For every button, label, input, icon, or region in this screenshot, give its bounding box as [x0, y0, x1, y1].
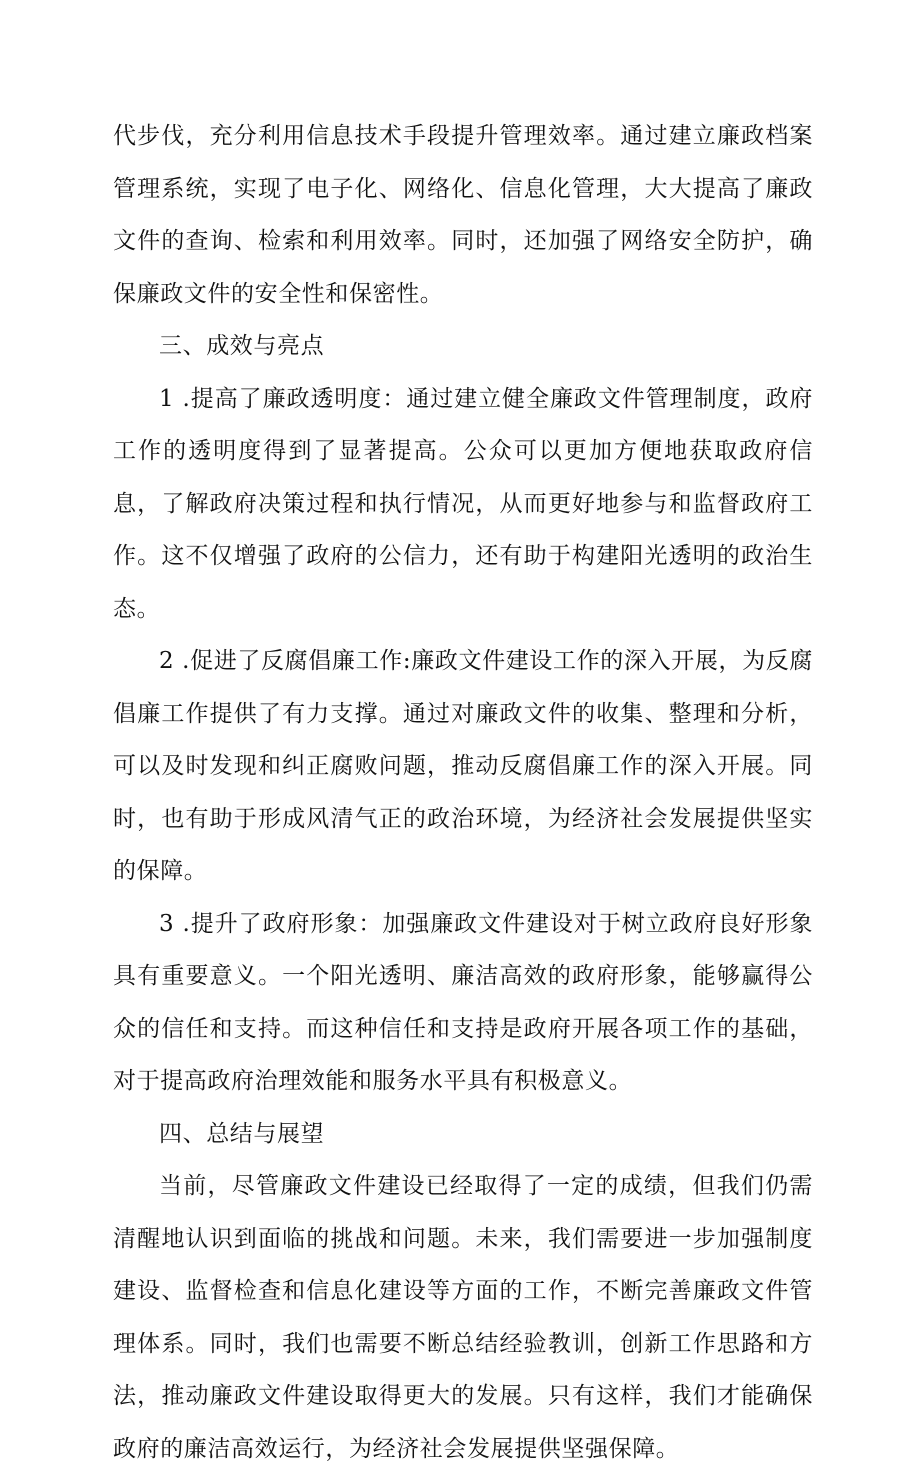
- paragraph-item-3: 3 .提升了政府形象：加强廉政文件建设对于树立政府良好形象具有重要意义。一个阳光透明、廉洁高效的政府形象，能够赢得公众的信任和支持。而这种信任和支持是政府开展各项工作的基础，对于提高政府治理效能和服务水平具有积极意义。: [113, 910, 813, 1094]
- section-heading-summary: 四、总结与展望: [159, 1120, 325, 1147]
- paragraph-item-2: 2 .促进了反腐倡廉工作:廉政文件建设工作的深入开展，为反腐倡廉工作提供了有力支撑。通过对廉政文件的收集、整理和分析，可以及时发现和纠正腐败问题，推动反腐倡廉工作的深入开展。同时，也有助于形成风清气正的政治环境，为经济社会发展提供坚实的保障。: [113, 648, 813, 884]
- paragraph-item-1: 1 .提高了廉政透明度：通过建立健全廉政文件管理制度，政府工作的透明度得到了显著提高。公众可以更加方便地获取政府信息，了解政府决策过程和执行情况，从而更好地参与和监督政府工作。这不仅增强了政府的公信力，还有助于构建阳光透明的政治生态。: [113, 385, 813, 622]
- paragraph-continuation: 代步伐，充分利用信息技术手段提升管理效率。通过建立廉政档案管理系统，实现了电子化、网络化、信息化管理，大大提高了廉政文件的查询、检索和利用效率。同时，还加强了网络安全防护，确保廉政文件的安全性和保密性。: [113, 123, 813, 307]
- paragraph-summary: 当前，尽管廉政文件建设已经取得了一定的成绩，但我们仍需清醒地认识到面临的挑战和问题。未来，我们需要进一步加强制度建设、监督检查和信息化建设等方面的工作，不断完善廉政文件管理体系。同时，我们也需要不断总结经验教训，创新工作思路和方法，推动廉政文件建设取得更大的发展。只有这样，我们才能确保政府的廉洁高效运行，为经济社会发展提供坚强保障。: [113, 1173, 813, 1462]
- section-heading-results: 三、成效与亮点: [159, 333, 325, 359]
- document-body: [113, 110, 813, 1475]
